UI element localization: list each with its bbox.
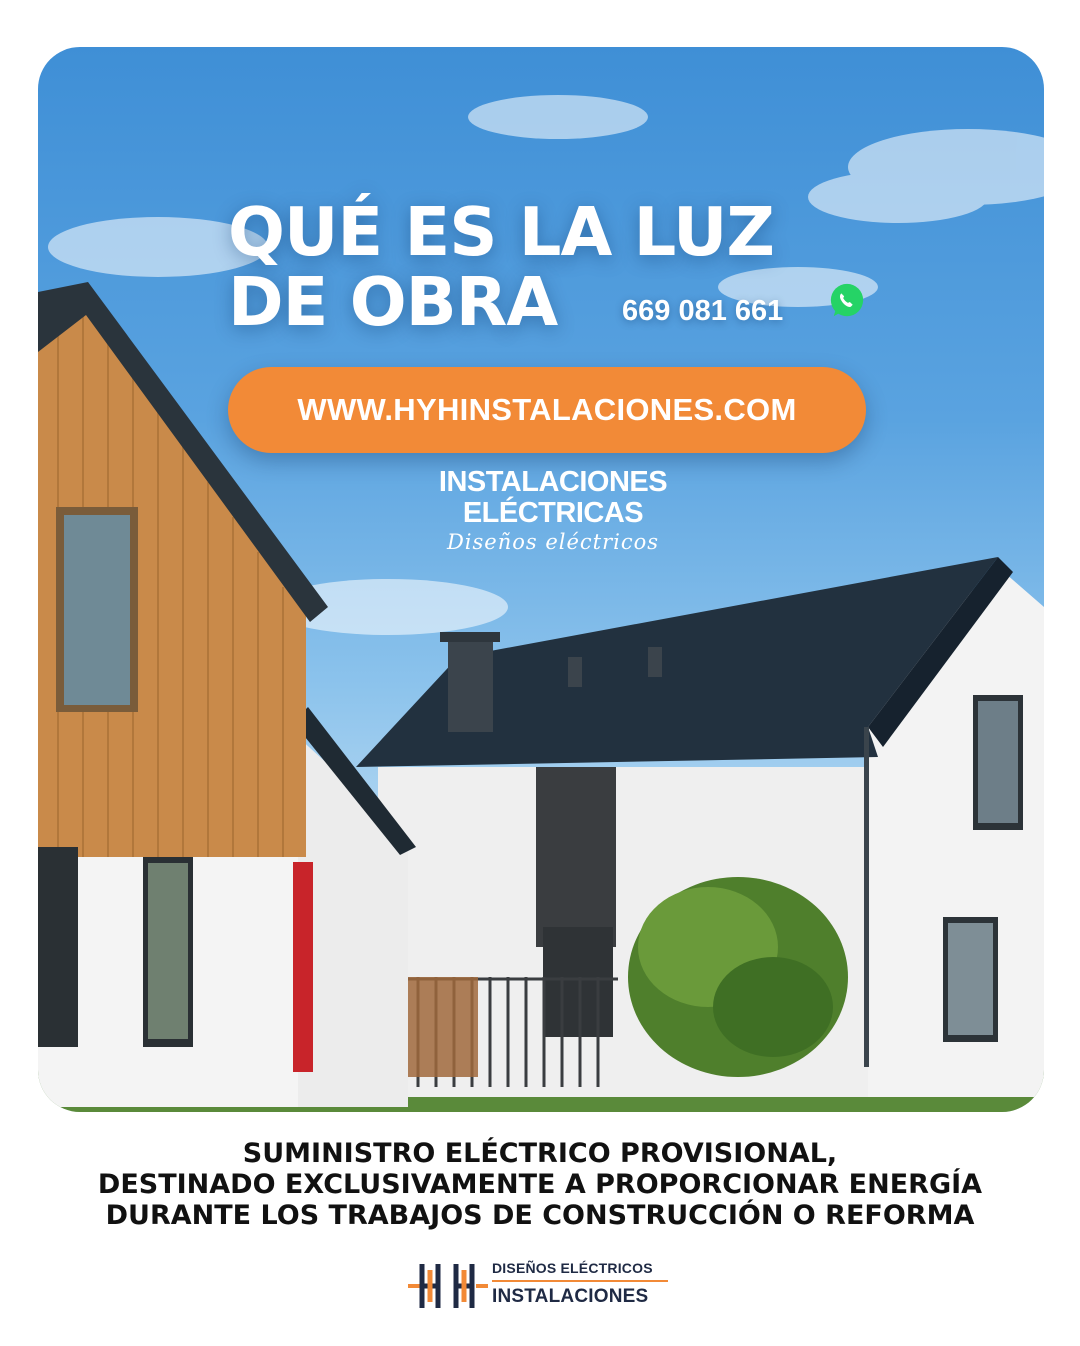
website-button[interactable]: WWW.HYHINSTALACIONES.COM bbox=[228, 367, 866, 453]
footer-logo-divider bbox=[492, 1280, 668, 1282]
overlay-brand-line2: ELÉCTRICAS bbox=[462, 497, 644, 529]
caption-line2: DESTINADO EXCLUSIVAMENTE A PROPORCIONAR ENERGÍA bbox=[97, 1169, 983, 1200]
caption-line1: SUMINISTRO ELÉCTRICO PROVISIONAL, bbox=[242, 1138, 838, 1169]
caption bbox=[0, 1138, 1080, 1231]
footer-logo bbox=[408, 1256, 670, 1316]
hero-photo bbox=[38, 47, 1044, 1112]
whatsapp-icon[interactable] bbox=[828, 282, 866, 320]
footer-logo-line2: INSTALACIONES bbox=[492, 1286, 649, 1307]
caption-line3: DURANTE LOS TRABAJOS DE CONSTRUCCIÓN O REFORMA bbox=[105, 1200, 975, 1231]
headline-line1: QUÉ ES LA LUZ bbox=[228, 193, 774, 271]
overlay-brand bbox=[378, 467, 728, 555]
phone-number[interactable]: 669 081 661 bbox=[622, 295, 784, 327]
hh-logo-icon bbox=[408, 1256, 488, 1316]
footer-logo-line1: DISEÑOS ELÉCTRICOS bbox=[492, 1260, 653, 1276]
overlay-brand-script: Diseños eléctricos bbox=[446, 530, 660, 554]
headline-line2: DE OBRA bbox=[228, 263, 558, 341]
overlay-brand-line1: INSTALACIONES bbox=[438, 466, 668, 498]
